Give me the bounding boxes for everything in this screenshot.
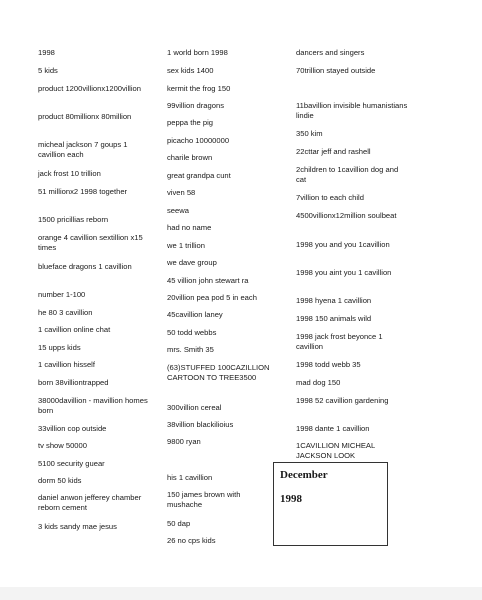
col1-item: 1500 pricillias reborn <box>38 215 109 224</box>
col2-item: 1 world born 1998 <box>167 48 228 57</box>
col1-item: 15 upps kids <box>38 343 81 352</box>
col2-item: we dave group <box>167 258 217 267</box>
col1-item: 38000davillion - mavillion homes born <box>38 396 148 415</box>
col2-item: great grandpa cunt <box>167 171 231 180</box>
col1-item: jack frost 10 trillion <box>38 169 101 178</box>
col2-item: viven 58 <box>167 188 196 197</box>
col3-item: dancers and singers <box>296 48 365 57</box>
col1-item: 33villion cop outside <box>38 424 107 433</box>
col2-item: mrs. Smith 35 <box>167 345 214 354</box>
col3-item: 1998 dante 1 cavillion <box>296 424 370 433</box>
col2-item: kermit the frog 150 <box>167 84 231 93</box>
col2-item: his 1 cavillion <box>167 473 213 482</box>
col2-item: 45cavillion laney <box>167 310 223 319</box>
col3-item: 1CAVILLION MICHEAL JACKSON LOOK <box>296 441 375 460</box>
col2-item: picacho 10000000 <box>167 136 230 145</box>
col3-item: 1998 you aint you 1 cavillion <box>296 268 392 277</box>
col3-item: 1998 todd webb 35 <box>296 360 361 369</box>
col3-item: 1998 hyena 1 cavillion <box>296 296 372 305</box>
col1-item: 1 cavillion online chat <box>38 325 111 334</box>
col2-item: seewa <box>167 206 189 215</box>
col2-item: sex kids 1400 <box>167 66 214 75</box>
col3-item: 350 kim <box>296 129 323 138</box>
col3-item: 11bavillion invisible humanistians lindie <box>296 101 408 120</box>
col1-item: daniel anwon jefferey chamber reborn cement <box>38 493 142 512</box>
col2-item: 150 james brown with mushache <box>167 490 241 509</box>
col1-item: micheal jackson 7 goups 1 cavillion each <box>38 140 128 159</box>
date-box <box>273 462 388 546</box>
col2-item: 99villion dragons <box>167 101 224 110</box>
col1-item: 1998 <box>38 48 55 57</box>
col1-item: blueface dragons 1 cavillion <box>38 262 132 271</box>
col1-item: 3 kids sandy mae jesus <box>38 522 117 531</box>
col1-item: number 1-100 <box>38 290 86 299</box>
col3-item: 1998 52 cavillion gardening <box>296 396 389 405</box>
col1-item: product 80millionx 80million <box>38 112 132 121</box>
col3-item: 4500villionx12million soulbeat <box>296 211 397 220</box>
col2-item: 38villion blackilioius <box>167 420 234 429</box>
col1-item: 51 millionx2 1998 together <box>38 187 128 196</box>
date-box-year: 1998 <box>280 493 302 505</box>
col2-item: 50 dap <box>167 519 191 528</box>
col1-item: 1 cavillion hisself <box>38 360 95 369</box>
col3-item: 7villion to each child <box>296 193 364 202</box>
col2-item: 9800 ryan <box>167 437 201 446</box>
col1-item: tv show 50000 <box>38 441 87 450</box>
col3-item: 70trillion stayed outside <box>296 66 376 75</box>
col1-item: orange 4 cavillion sextillion x15 times <box>38 233 143 252</box>
col3-item: 1998 150 animals wild <box>296 314 372 323</box>
col1-item: he 80 3 cavillion <box>38 308 93 317</box>
col1-item: product 1200villionx1200villion <box>38 84 142 93</box>
col2-item: 45 villion john stewart ra <box>167 276 249 285</box>
col3-item: 1998 you and you 1cavillion <box>296 240 390 249</box>
col3-item: 22cttar jeff and rashell <box>296 147 371 156</box>
col1-item: born 38villiontrapped <box>38 378 109 387</box>
col1-item: 5 kids <box>38 66 58 75</box>
col2-item: peppa the pig <box>167 118 214 127</box>
col1-item: dorm 50 kids <box>38 476 82 485</box>
page-bottom-edge <box>0 587 482 600</box>
col3-item: 1998 jack frost beyonce 1 cavillion <box>296 332 383 351</box>
col2-item: we 1 trillion <box>167 241 205 250</box>
col2-item: (63)STUFFED 100CAZILLION CARTOON TO TREE3500 <box>167 363 270 382</box>
col2-item: 20villion pea pod 5 in each <box>167 293 257 302</box>
col2-item: 50 todd webbs <box>167 328 217 337</box>
col2-item: 26 no cps kids <box>167 536 216 545</box>
col1-item: 5100 security guear <box>38 459 105 468</box>
col3-item: 2children to 1cavillion dog and cat <box>296 165 399 184</box>
col2-item: charile brown <box>167 153 213 162</box>
date-box-month: December <box>280 469 328 481</box>
col2-item: had no name <box>167 223 212 232</box>
col2-item: 300villion cereal <box>167 403 222 412</box>
col3-item: mad dog 150 <box>296 378 341 387</box>
